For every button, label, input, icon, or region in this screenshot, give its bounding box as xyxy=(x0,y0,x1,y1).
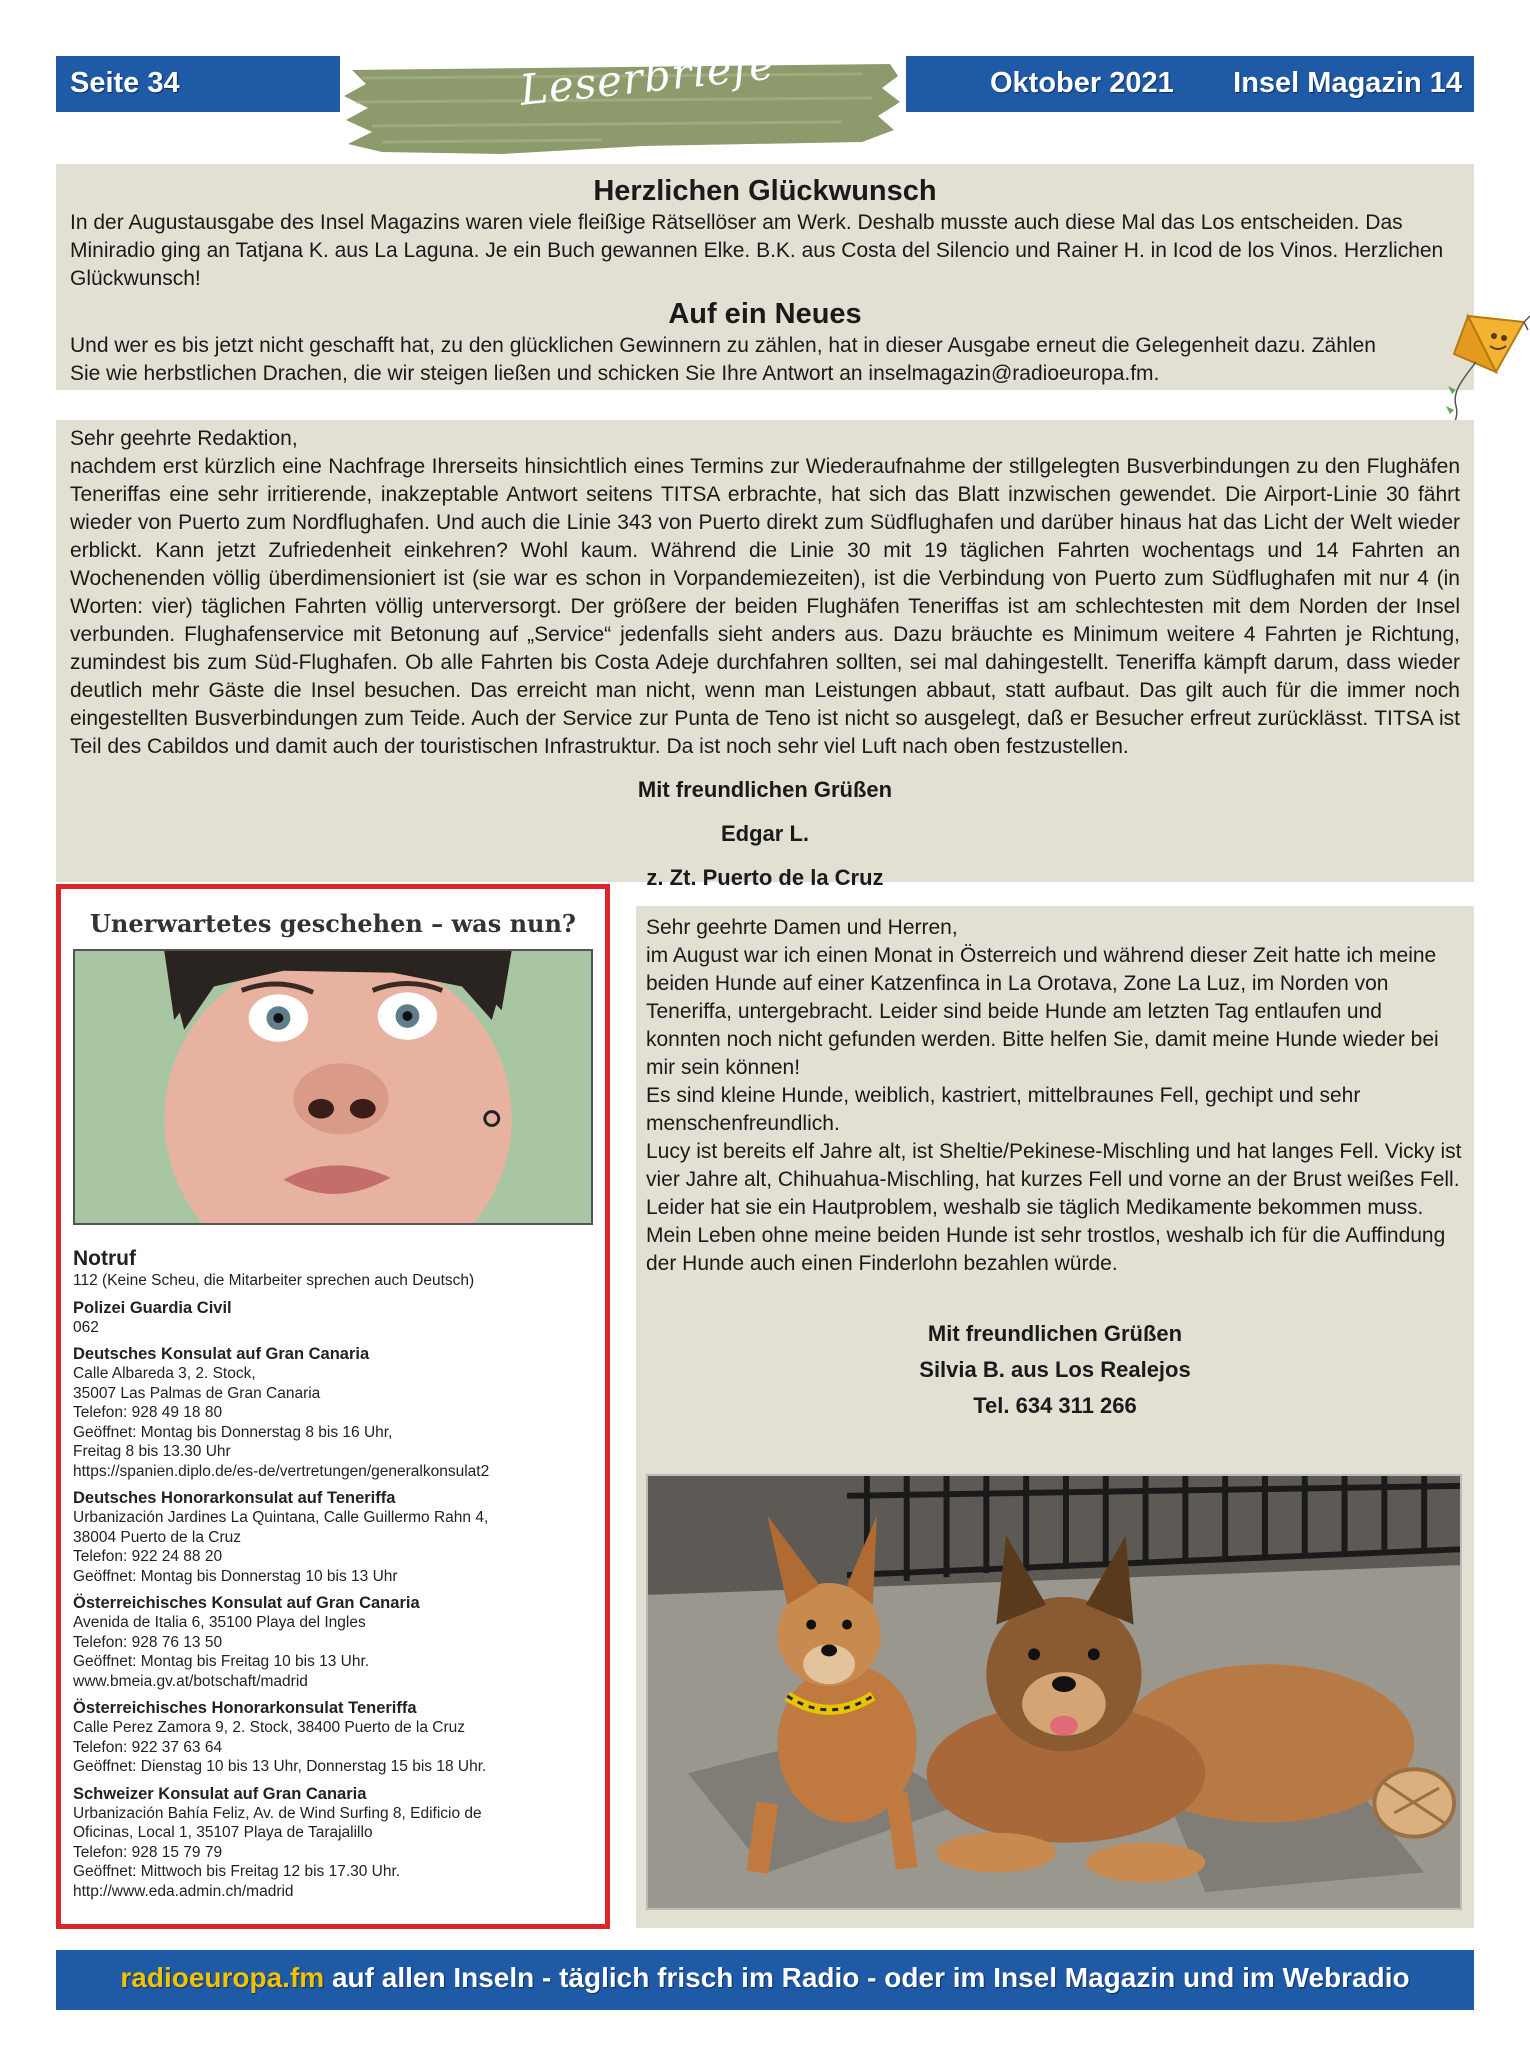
contact-line: Urbanización Bahía Feliz, Av. de Wind Surfing 8, Edificio de xyxy=(73,1804,482,1822)
notice-title-2: Auf ein Neues xyxy=(668,298,862,330)
contact-line: Telefon: 922 37 63 64 xyxy=(73,1738,223,1756)
letter2-paragraph-3: Lucy ist bereits elf Jahre alt, ist Sheltie/Pekinese-Mischling und hat langes Fell. Vicky ist vier Jahre alt, Chihuahua-Mischling, hat kurzes Fell und vorne an der Brust weißes Fell. Leider hat sie ein Hautproblem, weshalb sie täglich Medikamente bekommen muss. xyxy=(646,1140,1462,1219)
contact-line: 112 (Keine Scheu, die Mitarbeiter sprechen auch Deutsch) xyxy=(73,1272,475,1289)
contest-notice xyxy=(56,164,1474,390)
contact-heading: Deutsches Konsulat auf Gran Canaria xyxy=(73,1345,370,1363)
contact-line: Geöffnet: Mittwoch bis Freitag 12 bis 17.30 Uhr. xyxy=(73,1863,401,1880)
contact-heading: Polizei Guardia Civil xyxy=(73,1298,232,1317)
contact-line: Telefon: 928 76 13 50 xyxy=(73,1633,223,1651)
contact-line: Geöffnet: Montag bis Donnerstag 10 bis 13 Uhr xyxy=(73,1567,398,1585)
letter2-name: Silvia B. aus Los Realejos xyxy=(919,1357,1191,1382)
letter2-paragraph-4: Mein Leben ohne meine beiden Hunde ist sehr trostlos, weshalb ich für die Auffindung der Hunde auch einen Finderlohn bezahlen würde. xyxy=(646,1224,1446,1275)
letter2-phone: Tel. 634 311 266 xyxy=(973,1393,1137,1418)
notice-text-2: Und wer es bis jetzt nicht geschafft hat, zu den glücklichen Gewinnern zu zählen, hat in dieser Ausgabe erneut die Gelegenheit dazu. Zählen Sie wie herbstlichen Drachen, die wir steigen ließen und schicken Sie Ihre Antwort an inselmagazin@radioeuropa.fm. xyxy=(70,334,1376,385)
contact-line: Calle Perez Zamora 9, 2. Stock, 38400 Puerto de la Cruz xyxy=(73,1719,466,1736)
contact-list xyxy=(73,1247,603,1901)
contact-heading: Deutsches Honorarkonsulat auf Teneriffa xyxy=(73,1489,396,1507)
contact-link[interactable]: www.bmeia.gv.at/botschaft/madrid xyxy=(73,1672,308,1690)
letter1-name: Edgar L. xyxy=(720,821,809,846)
notice-text-1: In der Augustausgabe des Insel Magazins waren viele fleißige Rätsellöser am Werk. Deshalb musste auch diese Mal das Los entscheiden. Das Miniradio ging an Tatjana K. aus La Laguna. Je ein Buch gewannen Elke. B.K. aus Costa del Silencio und Rainer H. in Icod de los Vinos. Herzlichen Glückwunsch! xyxy=(70,211,1444,290)
contact-heading: Österreichisches Konsulat auf Gran Canaria xyxy=(73,1594,420,1612)
emergency-contacts-box xyxy=(56,884,610,1929)
contact-heading: Österreichisches Honorarkonsulat Teneriffa xyxy=(73,1699,417,1717)
letter-edgar xyxy=(56,420,1474,890)
contact-line: Telefon: 922 24 88 20 xyxy=(73,1548,223,1565)
contact-line: Telefon: 928 15 79 79 xyxy=(73,1843,223,1861)
contact-heading: Schweizer Konsulat auf Gran Canaria xyxy=(73,1784,367,1803)
letter1-body: nachdem erst kürzlich eine Nachfrage Ihrerseits hinsichtlich eines Termins zur Wiederaufnahme der stillgelegten Busverbindungen zu den Flughäfen Teneriffas eine sehr irritierende, inakzeptable Antwort seitens TITSA erbrachte, hat sich das Blatt inzwischen gewendet. Die Airport-Linie 30 fährt wieder von Puerto zum Nordflughafen. Und auch die Linie 343 von Puerto direkt zum Südflughafen und darüber hinaus hat das Licht der Welt wieder erblickt. Kann jetzt Zufriedenheit einkehren? Wohl kaum. Während die Linie 30 mit 19 täglichen Fahrten wochentags und 14 Fahrten an Wochenenden völlig überdimensioniert ist (sie war es schon in Vorpandemiezeiten), ist die Verbindung von Puerto zum Südflughafen mit nur 4 (in Worten: vier) täglichen Fahrten völlig unterversorgt. Der größere der beiden Flughäfen Teneriffas ist am schlechtesten mit dem Norden der Insel verbunden. Flughafenservice mit Betonung auf „Service“ jedenfalls sieht anders aus. Dazu bräuchte es Minimum weitere 4 Fahrten je Richtung, zumindest bis zum Süd-Flughafen. Ob alle Fahrten bis Costa Adeje durchfahren sollten, sei mal dahingestellt. Teneriffa kämpft darum, dass wieder deutlich mehr Gäste die Insel besuchen. Das erreicht man nicht, wenn man Leistungen abbaut, statt aufbaut. Das gilt auch für die immer noch eingestellten Busverbindungen zum Teide. Auch der Service zur Punta de Teno ist nicht so ausgelegt, daß er Besucher erfreut zurücklässt. TITSA ist Teil des Cabildos und damit auch der touristischen Infrastruktur. Da ist noch sehr viel Luft nach oben festzustellen. xyxy=(70,455,1460,758)
contact-line: Oficinas, Local 1, 35107 Playa de Tarajalillo xyxy=(73,1824,373,1841)
contact-line: 062 xyxy=(73,1318,99,1336)
contact-line: Geöffnet: Dienstag 10 bis 13 Uhr, Donnerstag 15 bis 18 Uhr. xyxy=(73,1758,487,1775)
footer-banner xyxy=(56,1950,1474,2010)
dogs-photo xyxy=(646,1474,1462,1910)
notice-title-1: Herzlichen Glückwunsch xyxy=(593,175,937,207)
contact-line: Urbanización Jardines La Quintana, Calle Guillermo Rahn 4, xyxy=(73,1509,489,1526)
contact-line: Geöffnet: Montag bis Freitag 10 bis 13 Uhr. xyxy=(73,1653,370,1670)
header-right-bar xyxy=(906,56,1474,112)
contact-heading: Notruf xyxy=(73,1247,136,1270)
letter1-salutation: Sehr geehrte Redaktion, xyxy=(70,427,298,450)
footer-link[interactable]: radioeuropa.fm xyxy=(120,1962,325,1993)
surprised-face-photo xyxy=(73,949,593,1225)
issue-date: Oktober 2021 xyxy=(990,67,1174,99)
contact-line: Calle Albareda 3, 2. Stock, xyxy=(73,1365,256,1382)
emergency-title: Unerwartetes geschehen – was nun? xyxy=(90,909,576,938)
magazine-issue: Insel Magazin 14 xyxy=(1233,67,1462,99)
contact-link[interactable]: https://spanien.diplo.de/es-de/vertretungen/generalkonsulat2 xyxy=(73,1462,490,1480)
page-number: Seite 34 xyxy=(56,56,340,112)
contact-line: Geöffnet: Montag bis Donnerstag 8 bis 16 Uhr, xyxy=(73,1423,393,1441)
letter2-closing: Mit freundlichen Grüßen xyxy=(927,1321,1183,1346)
contact-line: Avenida de Italia 6, 35100 Playa del Ingles xyxy=(73,1614,366,1631)
contact-line: Freitag 8 bis 13.30 Uhr xyxy=(73,1443,231,1460)
letter1-closing: Mit freundlichen Grüßen xyxy=(637,777,893,802)
contact-line: Telefon: 928 49 18 80 xyxy=(73,1404,223,1421)
letter2-paragraph-2: Es sind kleine Hunde, weiblich, kastriert, mittelbraunes Fell, gechipt und sehr menschenfreundlich. xyxy=(646,1084,1361,1135)
contact-line: 35007 Las Palmas de Gran Canaria xyxy=(73,1384,321,1402)
letter1-place: z. Zt. Puerto de la Cruz xyxy=(646,865,884,890)
letter2-paragraph-1: im August war ich einen Monat in Österreich und während dieser Zeit hatte ich meine beiden Hunde auf einer Katzenfinca in La Orotava, Zone La Luz, im Norden von Teneriffa, untergebracht. Leider sind beide Hunde am letzten Tag entlaufen und konnten noch nicht gefunden werden. Bitte helfen Sie, damit meine Hunde wieder bei mir sein können! xyxy=(646,944,1439,1079)
contact-line: 38004 Puerto de la Cruz xyxy=(73,1528,242,1546)
contact-link[interactable]: http://www.eda.admin.ch/madrid xyxy=(73,1882,294,1900)
letter2-salutation: Sehr geehrte Damen und Herren, xyxy=(646,916,958,939)
footer-text: auf allen Inseln - täglich frisch im Radio - oder im Insel Magazin und im Webradio xyxy=(324,1962,1410,1993)
section-title: Leserbriefe xyxy=(517,39,778,115)
